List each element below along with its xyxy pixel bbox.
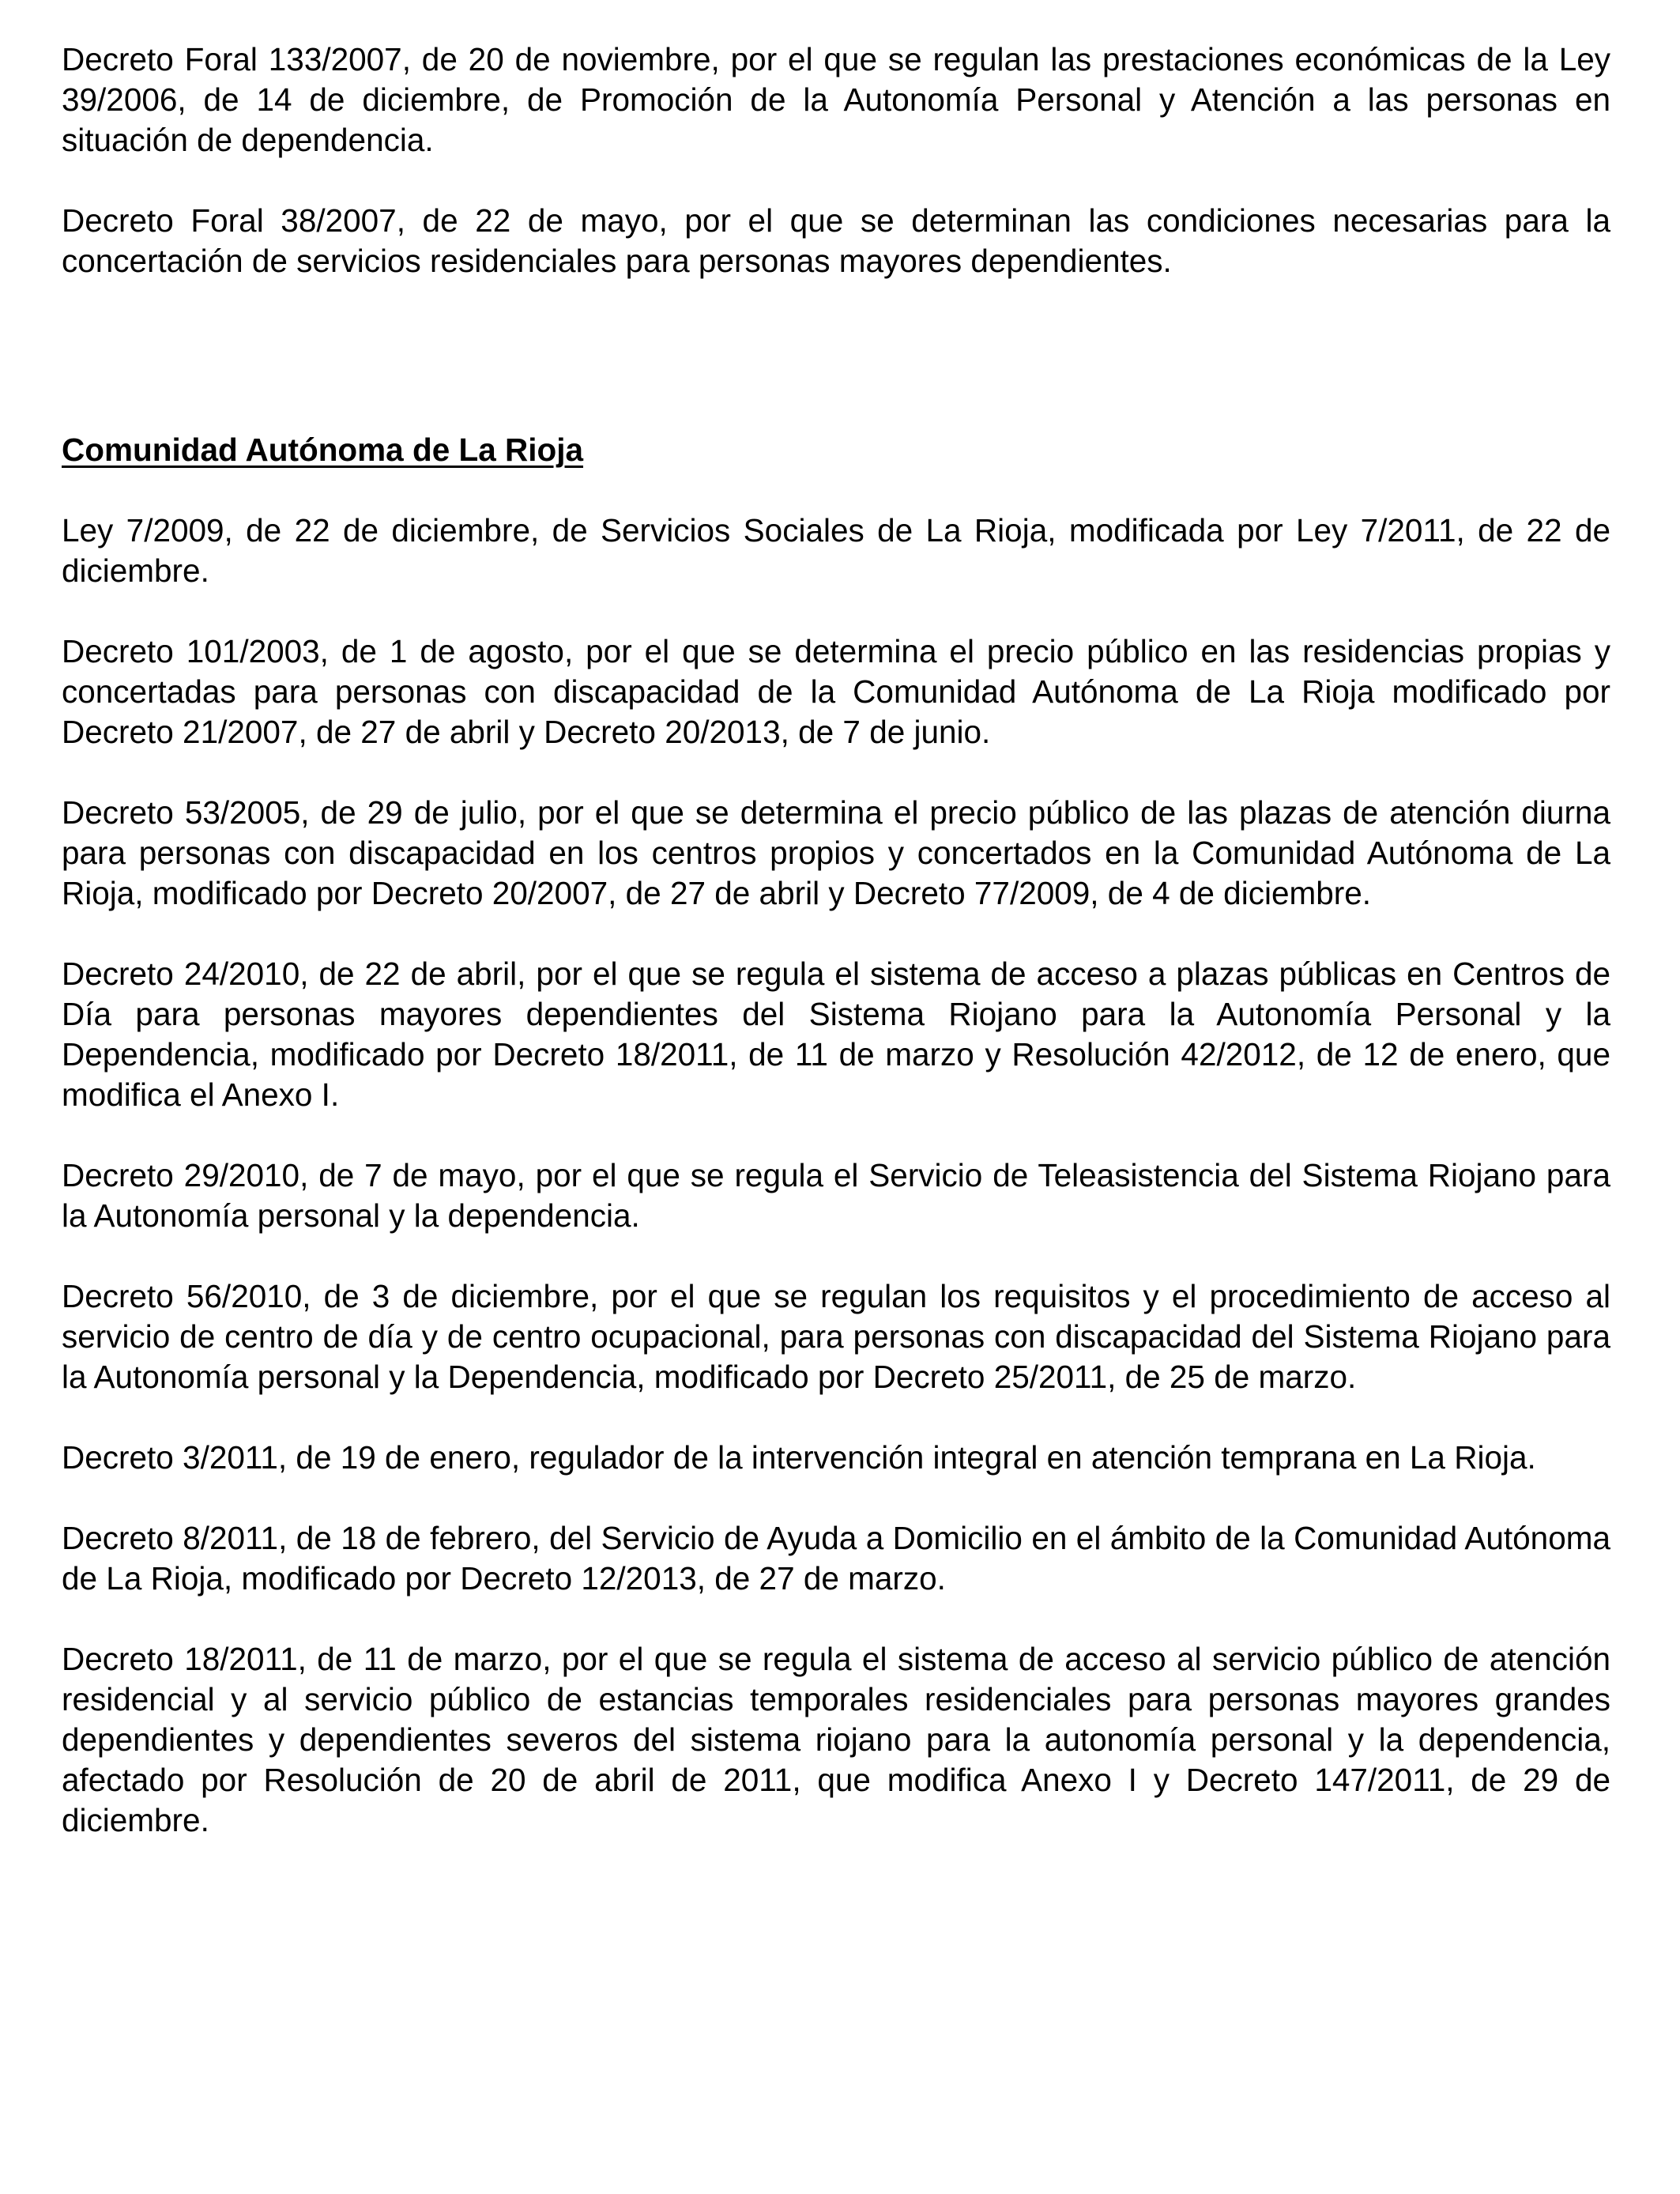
paragraph-decreto-29-2010: Decreto 29/2010, de 7 de mayo, por el que se regula el Servicio de Teleasistencia del Sistema Riojano para la Autonomía personal y la dependencia. — [62, 1157, 1610, 1234]
paragraph-decreto-24-2010: Decreto 24/2010, de 22 de abril, por el que se regula el sistema de acceso a plazas públicas en Centros de Día para personas mayores dependientes del Sistema Riojano para la Autonomía Personal y la Dependencia, modificado por Decreto 18/2011, de 11 de marzo y Resolución 42/2012, de 12 de enero, que modifica el Anexo I. — [62, 956, 1610, 1113]
paragraph-decreto-18-2011: Decreto 18/2011, de 11 de marzo, por el que se regula el sistema de acceso al servicio público de atención residencial y al servicio público de estancias temporales residenciales para personas mayores grandes dependientes y dependientes severos del sistema riojano para la autonomía personal y la dependencia, afectado por Resolución de 20 de abril de 2011, que modifica Anexo I y Decreto 147/2011, de 29 de diciembre. — [62, 1641, 1610, 1838]
paragraph-decreto-8-2011: Decreto 8/2011, de 18 de febrero, del Servicio de Ayuda a Domicilio en el ámbito de la Comunidad Autónoma de La Rioja, modificado por Decreto 12/2013, de 27 de marzo. — [62, 1520, 1610, 1596]
paragraph-decreto-foral-38-2007: Decreto Foral 38/2007, de 22 de mayo, por el que se determinan las condiciones necesarias para la concertación de servicios residenciales para personas mayores dependientes. — [62, 202, 1610, 279]
document-body — [62, 40, 1610, 1881]
paragraph-ley-7-2009: Ley 7/2009, de 22 de diciembre, de Servicios Sociales de La Rioja, modificada por Ley 7/2011, de 22 de diciembre. — [62, 512, 1610, 589]
paragraph-decreto-3-2011: Decreto 3/2011, de 19 de enero, regulador de la intervención integral en atención temprana en La Rioja. — [62, 1439, 1536, 1476]
paragraph-decreto-56-2010: Decreto 56/2010, de 3 de diciembre, por el que se regulan los requisitos y el procedimiento de acceso al servicio de centro de día y de centro ocupacional, para personas con discapacidad del Sistema Riojano para la Autonomía personal y la Dependencia, modificado por Decreto 25/2011, de 25 de marzo. — [62, 1278, 1610, 1395]
paragraph-decreto-101-2003: Decreto 101/2003, de 1 de agosto, por el que se determina el precio público en las residencias propias y concertadas para personas con discapacidad de la Comunidad Autónoma de La Rioja modificado por Decreto 21/2007, de 27 de abril y Decreto 20/2013, de 7 de junio. — [62, 633, 1610, 750]
paragraph-decreto-foral-133-2007: Decreto Foral 133/2007, de 20 de noviembre, por el que se regulan las prestaciones económicas de la Ley 39/2006, de 14 de diciembre, de Promoción de la Autonomía Personal y Atención a las personas en situación de dependencia. — [62, 41, 1610, 158]
section-heading-la-rioja: Comunidad Autónoma de La Rioja — [62, 432, 584, 468]
section-spacer — [62, 322, 1610, 430]
paragraph-decreto-53-2005: Decreto 53/2005, de 29 de julio, por el que se determina el precio público de las plazas de atención diurna para personas con discapacidad en los centros propios y concertados en la Comunidad Autónoma de La Rioja, modificado por Decreto 20/2007, de 27 de abril y Decreto 77/2009, de 4 de diciembre. — [62, 794, 1610, 911]
